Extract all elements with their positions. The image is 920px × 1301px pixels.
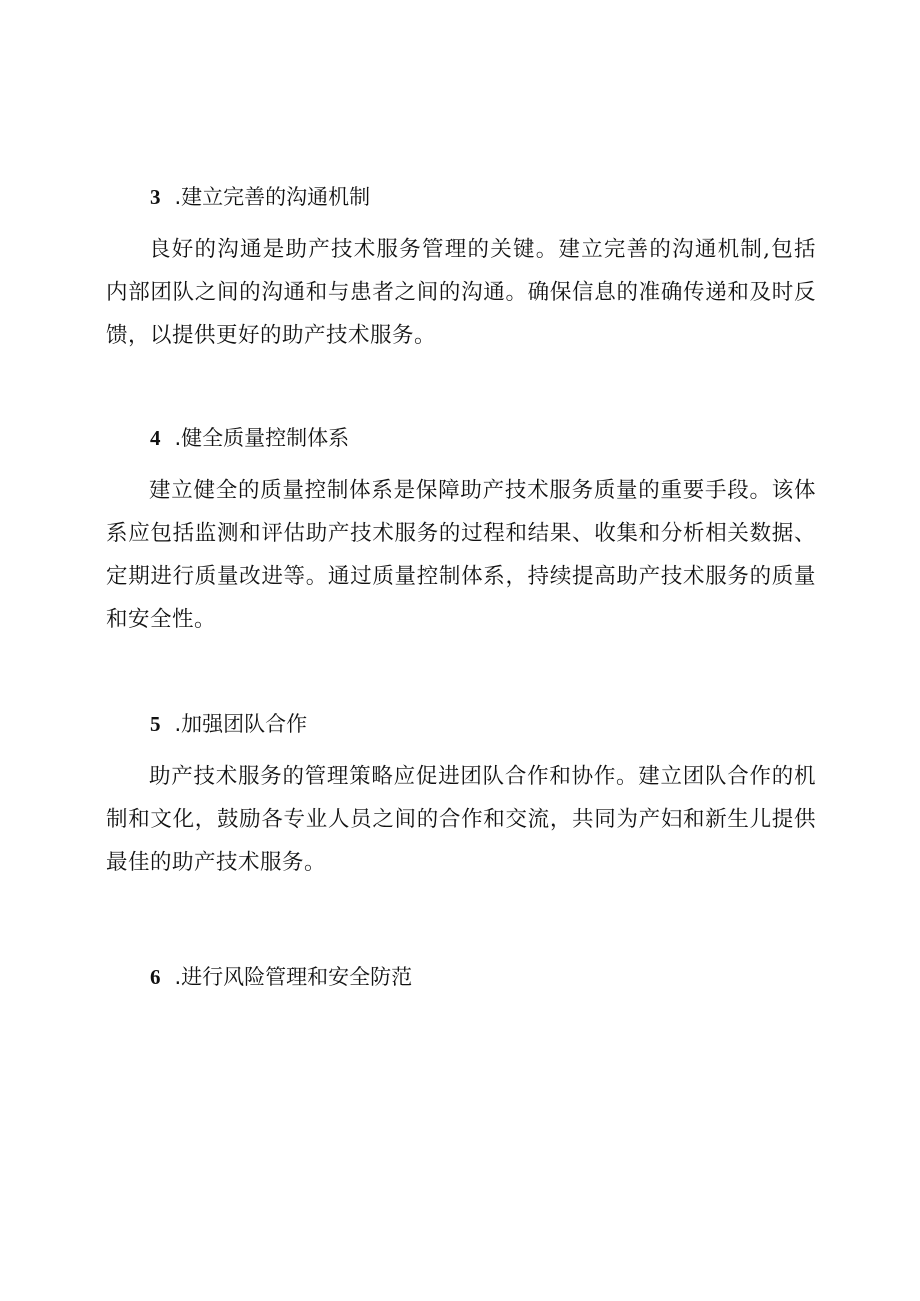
section-number: 6 [150,965,161,989]
section-number: 5 [150,712,161,736]
section-title: .加强团队合作 [174,712,308,736]
section-body: 建立健全的质量控制体系是保障助产技术服务质量的重要手段。该体系应包括监测和评估助产技术服务的过程和结果、收集和分析相关数据、定期进行质量改进等。通过质量控制体系，持续提高助产技术服务的质量和安全性。 [106,478,816,632]
section-heading [106,709,816,739]
section-number: 4 [150,426,161,450]
section-title: .进行风险管理和安全防范 [174,965,413,989]
section-quality-control [106,423,816,641]
section-title: .建立完善的沟通机制 [174,185,371,209]
section-number: 3 [150,185,161,209]
section-risk-management [106,962,816,992]
section-heading [106,423,816,453]
section-title: .健全质量控制体系 [174,426,350,450]
section-heading [106,962,816,992]
section-body: 良好的沟通是助产技术服务管理的关键。建立完善的沟通机制,包括内部团队之间的沟通和与患者之间的沟通。确保信息的准确传递和及时反馈，以提供更好的助产技术服务。 [106,237,816,348]
section-communication [106,182,816,357]
section-heading [106,182,816,212]
section-teamwork [106,709,816,884]
section-body: 助产技术服务的管理策略应促进团队合作和协作。建立团队合作的机制和文化，鼓励各专业人员之间的合作和交流，共同为产妇和新生儿提供最佳的助产技术服务。 [106,764,816,875]
